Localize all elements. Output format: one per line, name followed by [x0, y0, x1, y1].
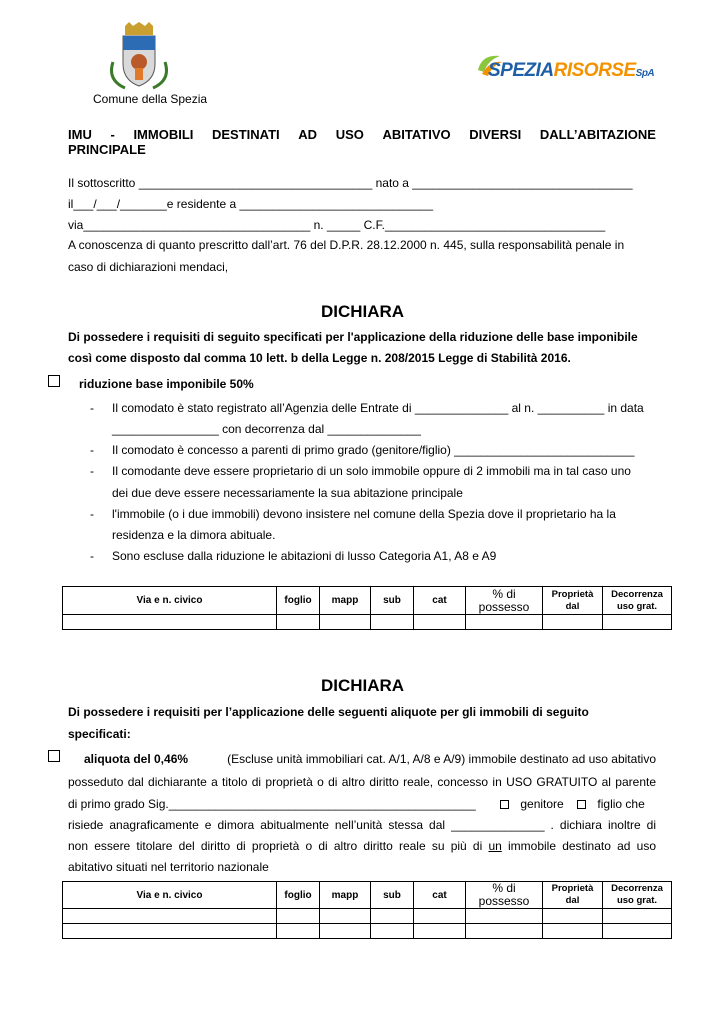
- title-word: DESTINATI: [212, 127, 280, 142]
- sig-field: di primo grado Sig.______________________________________________: [68, 797, 476, 811]
- aliquota-line-4: risiede anagraficamente e dimora abitualmente nell’unità stessa dal ______________ . dichiara inoltre di: [68, 818, 656, 832]
- title-word: ABITATIVO: [382, 127, 451, 142]
- brand-risorse: RISORSE: [553, 60, 636, 81]
- col-header-mapp: mapp: [320, 882, 371, 909]
- section1-subtitle-2: così come disposto dal comma 10 lett. b della Legge n. 208/2015 Legge di Stabilità 2016.: [68, 351, 571, 365]
- aliquota-line-6: abitativo situati nel territorio nazionale: [68, 860, 269, 874]
- col-header-proprieta: Proprietà dal: [543, 882, 603, 909]
- property-table-1: [62, 586, 672, 630]
- col-header-proprieta: Proprietà dal: [543, 587, 603, 615]
- table-cell[interactable]: [371, 909, 414, 924]
- table-cell[interactable]: [543, 909, 603, 924]
- title-word: -: [110, 127, 115, 142]
- title-word: IMU: [68, 127, 92, 142]
- table-cell[interactable]: [414, 615, 466, 630]
- table-row: [63, 615, 672, 630]
- table-cell[interactable]: [466, 615, 543, 630]
- table-cell[interactable]: [63, 924, 277, 939]
- genitore-checkbox[interactable]: [500, 800, 509, 809]
- genitore-label: genitore: [520, 797, 564, 811]
- table-row: [63, 924, 672, 939]
- table-cell[interactable]: [320, 909, 371, 924]
- title-word: DALL’ABITAZIONE: [539, 127, 656, 142]
- table-cell[interactable]: [320, 924, 371, 939]
- table-cell[interactable]: [543, 615, 603, 630]
- intro-address-line: via__________________________________ n. _____ C.F._________________________________: [68, 218, 606, 232]
- title-line-1: [68, 127, 656, 142]
- comune-label: Comune della Spezia: [93, 92, 208, 106]
- table-cell[interactable]: [277, 615, 320, 630]
- col-header-sub: sub: [371, 587, 414, 615]
- riduzione-option-label: riduzione base imponibile 50%: [79, 377, 254, 391]
- spezia-risorse-logo: [474, 48, 654, 88]
- section1-subtitle-1: Di possedere i requisiti di seguito specificati per l'applicazione della riduzione delle base imponibile: [68, 330, 638, 344]
- table-cell[interactable]: [543, 924, 603, 939]
- title-line-2: PRINCIPALE: [68, 142, 146, 157]
- riduzione-checkbox[interactable]: [48, 375, 60, 387]
- intro-birth-line: il___/___/_______e residente a _____________________________: [68, 197, 434, 211]
- title-word: USO: [335, 127, 364, 142]
- comune-crest-logo: [103, 22, 175, 94]
- table-cell[interactable]: [466, 909, 543, 924]
- col-header-foglio: foglio: [277, 882, 320, 909]
- section1-heading: DICHIARA: [320, 302, 405, 321]
- document-title: [68, 127, 656, 157]
- table-cell[interactable]: [371, 615, 414, 630]
- col-header-via: Via e n. civico: [63, 882, 277, 909]
- figlio-checkbox[interactable]: [577, 800, 586, 809]
- table-cell[interactable]: [277, 924, 320, 939]
- table-cell[interactable]: [63, 909, 277, 924]
- col-header-cat: cat: [414, 587, 466, 615]
- col-header-possesso: % di possesso: [466, 587, 543, 615]
- col-header-mapp: mapp: [320, 587, 371, 615]
- table-row: [63, 909, 672, 924]
- table-cell[interactable]: [603, 924, 672, 939]
- section2-subtitle-2: specificati:: [68, 727, 131, 741]
- aliquota-option-line: [84, 752, 656, 766]
- table-cell[interactable]: [466, 924, 543, 939]
- col-header-decorrenza: Decorrenza uso grat.: [603, 587, 672, 615]
- brand-spezia: SPEZIA: [488, 60, 554, 81]
- table-cell[interactable]: [414, 924, 466, 939]
- aliquota-line-3: [68, 797, 656, 811]
- col-header-decorrenza: Decorrenza uso grat.: [603, 882, 672, 909]
- aliquota-option-bold: aliquota del 0,46%: [84, 752, 189, 766]
- intro-mendaci-line: caso di dichiarazioni mendaci,: [68, 260, 229, 274]
- aliquota-checkbox[interactable]: [48, 750, 60, 762]
- aliquota-option-rest: (Escluse unità immobiliari cat. A/1, A/8 e A/9) immobile destinato ad uso abitativo: [227, 752, 656, 766]
- title-word: IMMOBILI: [133, 127, 194, 142]
- col-header-foglio: foglio: [277, 587, 320, 615]
- table-cell[interactable]: [603, 615, 672, 630]
- aliquota-line-2: posseduto dal dichiarante a titolo di proprietà o di altro diritto reale, concesso in USO GRATUITO al parente: [68, 775, 656, 789]
- figlio-label: figlio che: [597, 797, 645, 811]
- col-header-cat: cat: [414, 882, 466, 909]
- brand-spa: SpA: [635, 68, 655, 79]
- intro-name-line: Il sottoscritto ___________________________________ nato a _________________________________: [68, 176, 633, 190]
- table-cell[interactable]: [320, 615, 371, 630]
- table-cell[interactable]: [63, 615, 277, 630]
- table-cell[interactable]: [277, 909, 320, 924]
- table-cell[interactable]: [603, 909, 672, 924]
- intro-dpr-line: A conoscenza di quanto prescritto dall’art. 76 del D.P.R. 28.12.2000 n. 445, sulla responsabilità penale in: [68, 238, 625, 252]
- title-word: DIVERSI: [469, 127, 522, 142]
- title-word: AD: [298, 127, 318, 142]
- table-cell[interactable]: [371, 924, 414, 939]
- property-table-2: [62, 881, 672, 939]
- section2-subtitle-1: Di possedere i requisiti per l’applicazione delle seguenti aliquote per gli immobili di seguito: [68, 705, 589, 719]
- section2-heading: DICHIARA: [320, 676, 405, 695]
- aliquota-line-5: non essere titolare del diritto di proprietà o di altro diritto reale su più di un immobile destinato ad uso: [68, 839, 656, 853]
- table-cell[interactable]: [414, 909, 466, 924]
- col-header-sub: sub: [371, 882, 414, 909]
- col-header-possesso: % di possesso: [466, 882, 543, 909]
- col-header-via: Via e n. civico: [63, 587, 277, 615]
